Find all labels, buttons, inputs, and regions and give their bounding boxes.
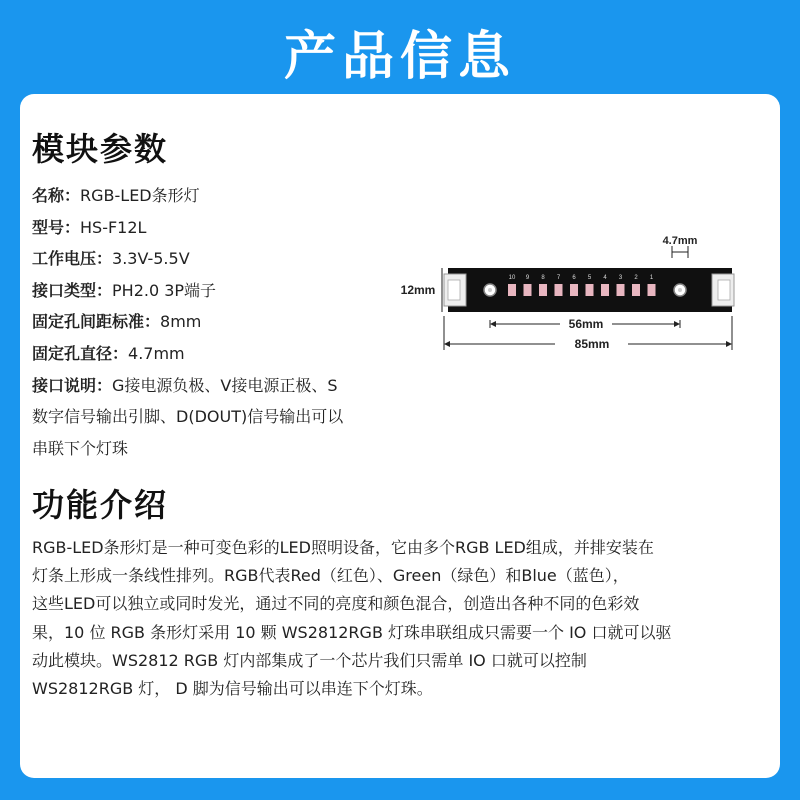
- desc-line: RGB-LED条形灯是一种可变色彩的LED照明设备，它由多个RGB LED组成，并排安装在: [32, 538, 654, 557]
- led-4: [601, 284, 609, 296]
- desc-line: 动此模块。WS2812 RGB 灯内部集成了一个芯片我们只需单 IO 口就可以控制: [32, 650, 587, 670]
- led-7: [555, 284, 563, 296]
- connector-left-socket: [448, 280, 460, 300]
- param-row-hole-spacing: 固定孔间距标准：8mm: [32, 312, 202, 332]
- dim-hole-label: 4.7mm: [662, 235, 698, 247]
- page-title: 产品信息: [283, 27, 516, 87]
- function-description: [32, 534, 752, 703]
- led-number-6: 6: [572, 275, 576, 281]
- connector-right-socket: [718, 280, 730, 300]
- led-1: [648, 284, 656, 296]
- param-row-interface: 接口类型：PH2.0 3P端子: [32, 280, 217, 300]
- mounting-hole-left-center: [488, 288, 492, 292]
- mounting-hole-right-center: [678, 288, 682, 292]
- led-number-2: 2: [634, 275, 638, 281]
- led-number-9: 9: [525, 275, 530, 281]
- led-10: [508, 284, 516, 296]
- led-number-10: 10: [508, 275, 516, 281]
- param-row-model: 型号：HS-F12L: [32, 217, 147, 237]
- desc-line: WS2812RGB 灯， D 脚为信号输出可以串连下个灯珠。: [32, 679, 433, 699]
- led-number-1: 1: [649, 275, 654, 281]
- led-9: [524, 284, 532, 296]
- desc-line: 果，10 位 RGB 条形灯采用 10 颗 WS2812RGB 灯珠串联组成只需要一个 IO 口就可以驱: [32, 622, 672, 642]
- param-row-voltage: 工作电压：3.3V-5.5V: [32, 249, 190, 269]
- led-2: [632, 284, 640, 296]
- led-number-8: 8: [541, 275, 545, 281]
- function-heading: 功能介绍: [32, 480, 168, 526]
- dim-56-label: 56mm: [568, 317, 604, 331]
- led-3: [617, 284, 625, 296]
- params-heading: 模块参数: [32, 124, 168, 170]
- led-5: [586, 284, 594, 296]
- dim-height-label: 12mm: [400, 283, 436, 297]
- led-number-7: 7: [556, 275, 561, 281]
- param-row-name: 名称：RGB-LED条形灯: [32, 186, 200, 205]
- led-number-4: 4: [603, 275, 607, 281]
- param-row-hole-diameter: 固定孔直径：4.7mm: [32, 343, 185, 363]
- dim-85-label: 85mm: [574, 337, 610, 351]
- led-number-5: 5: [587, 275, 592, 281]
- board-diagram: [390, 228, 735, 358]
- desc-line: 这些LED可以独立或同时发光，通过不同的亮度和颜色混合，创造出各种不同的色彩效: [32, 594, 640, 614]
- led-number-3: 3: [618, 275, 623, 281]
- led-8: [539, 284, 547, 296]
- params-list: [32, 180, 392, 464]
- desc-line: 灯条上形成一条线性排列。RGB代表Red（红色）、Green（绿色）和Blue（蓝色），: [32, 566, 629, 586]
- led-6: [570, 284, 578, 296]
- param-row-pin-desc: 接口说明：G接电源负极、V接电源正极、S数字信号输出引脚、D(DOUT)信号输出可以串联下个灯珠: [32, 375, 344, 458]
